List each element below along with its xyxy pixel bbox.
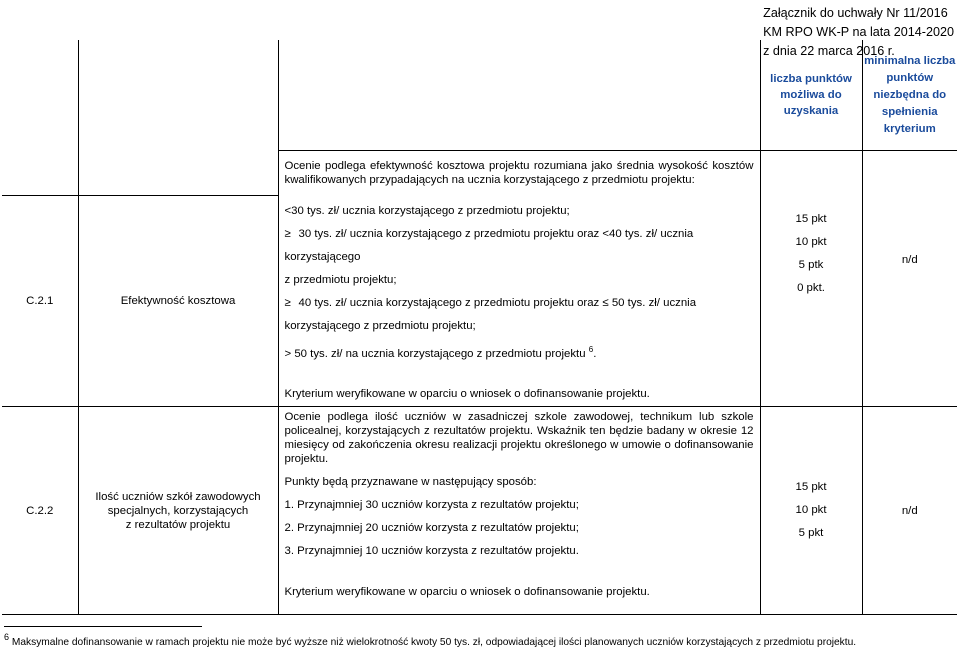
c22-min: n/d bbox=[862, 407, 957, 615]
footnote-text: Maksymalne dofinansowanie w ramach projektu nie może być wyższe niż wielokrotność kwoty 50 tys. zł, odpowiadającej ilości planowanych uczniów korzystających z przedmiotu projektu. bbox=[11, 637, 857, 648]
max-points-header: liczba punktów możliwa do uzyskania bbox=[760, 40, 862, 151]
footnote-ref: 6 bbox=[588, 344, 594, 354]
points-cell-blank bbox=[760, 151, 862, 196]
attachment-line-2: KM RPO WK-P na lata 2014-2020 bbox=[763, 25, 954, 39]
points-10: 10 pkt bbox=[795, 235, 827, 248]
c21-points bbox=[760, 196, 862, 407]
ge-sign-icon: ≥ bbox=[284, 296, 291, 309]
c21-intro: Ocenie podlega efektywność kosztowa projektu rozumiana jako średnia wysokość kosztów kwalifikowanych przypadających na ucznia korzystającego z przedmiotu projektu: bbox=[278, 151, 760, 196]
attachment-line-3: z dnia 22 marca 2016 r. bbox=[763, 44, 895, 58]
c21-min: n/d bbox=[862, 196, 957, 407]
c22-item-2: 2. Przynajmniej 20 uczniów korzysta z rezultatów projektu; bbox=[284, 522, 579, 535]
c21-options bbox=[278, 196, 760, 407]
table-header-row bbox=[2, 40, 957, 151]
blank-header-cell bbox=[278, 40, 760, 151]
points-15: 15 pkt bbox=[795, 212, 827, 225]
criterion-code: C.2.2 bbox=[2, 407, 78, 615]
c21-option-2-cont: z przedmiotu projektu; bbox=[284, 273, 397, 286]
c21-option-1: <30 tys. zł/ ucznia korzystającego z przedmiotu projektu; bbox=[284, 204, 570, 217]
c21-row bbox=[2, 196, 957, 407]
criterion-name: Ilość uczniów szkół zawodowych specjalnych, korzystających z rezultatów projektu bbox=[78, 407, 278, 615]
criteria-table bbox=[2, 40, 957, 615]
c21-option-3-cont: korzystającego z przedmiotu projektu; bbox=[284, 319, 476, 332]
points-10: 10 pkt bbox=[795, 504, 827, 517]
le-sign-icon: ≤ bbox=[602, 296, 609, 309]
min-points-header: minimalna liczba punktów niezbędna do spełnienia kryterium bbox=[862, 40, 957, 151]
footnote-number: 6 bbox=[4, 632, 10, 642]
c22-item-1: 1. Przynajmniej 30 uczniów korzysta z rezultatów projektu; bbox=[284, 499, 579, 512]
c22-description: Ocenie podlega ilość uczniów w zasadniczej szkole zawodowej, technikum lub szkole policealnej, korzystających z rezultatów projektu. Wskaźnik ten będzie badany w okresie 12 miesięcy od zakończenia okresu realizacji projektu określonego w umowie o dofinansowanie projektu. bbox=[284, 411, 754, 466]
c22-row bbox=[2, 407, 957, 615]
points-15: 15 pkt bbox=[795, 481, 827, 494]
c22-description-cell bbox=[278, 407, 760, 615]
c21-option-4: > 50 tys. zł/ na ucznia korzystającego z przedmiotu projektu $^6$. bbox=[284, 344, 597, 360]
criterion-code: C.2.1 bbox=[2, 196, 78, 407]
footnote bbox=[4, 632, 856, 648]
points-5: 5 pkt bbox=[798, 527, 824, 540]
ge-sign-icon: ≥ bbox=[284, 227, 291, 240]
code-cell bbox=[2, 40, 78, 196]
c22-scoring-intro: Punkty będą przyznawane w następujący sposób: bbox=[284, 476, 537, 489]
points-0: 0 pkt. bbox=[797, 281, 825, 294]
c22-item-3: 3. Przynajmniej 10 uczniów korzysta z rezultatów projektu. bbox=[284, 545, 579, 558]
c21-option-3: ≥ 40 tys. zł/ ucznia korzystającego z przedmiotu projektu oraz ≤ 50 tys. zł/ ucznia bbox=[285, 292, 754, 315]
attachment-line-1: Załącznik do uchwały Nr 11/2016 bbox=[763, 6, 948, 20]
points-5: 5 ptk bbox=[798, 258, 824, 271]
c22-points bbox=[760, 407, 862, 615]
c21-option-2: ≥ 30 tys. zł/ ucznia korzystającego z przedmiotu projektu oraz <40 tys. zł/ ucznia korzystającego bbox=[285, 223, 754, 269]
name-cell bbox=[78, 40, 278, 196]
c22-verification: Kryterium weryfikowane w oparciu o wniosek o dofinansowanie projektu. bbox=[284, 586, 650, 599]
c21-verification: Kryterium weryfikowane w oparciu o wniosek o dofinansowanie projektu. bbox=[284, 388, 650, 401]
criterion-name: Efektywność kosztowa bbox=[78, 196, 278, 407]
footnote-divider bbox=[4, 626, 202, 627]
min-cell-blank bbox=[862, 151, 957, 196]
